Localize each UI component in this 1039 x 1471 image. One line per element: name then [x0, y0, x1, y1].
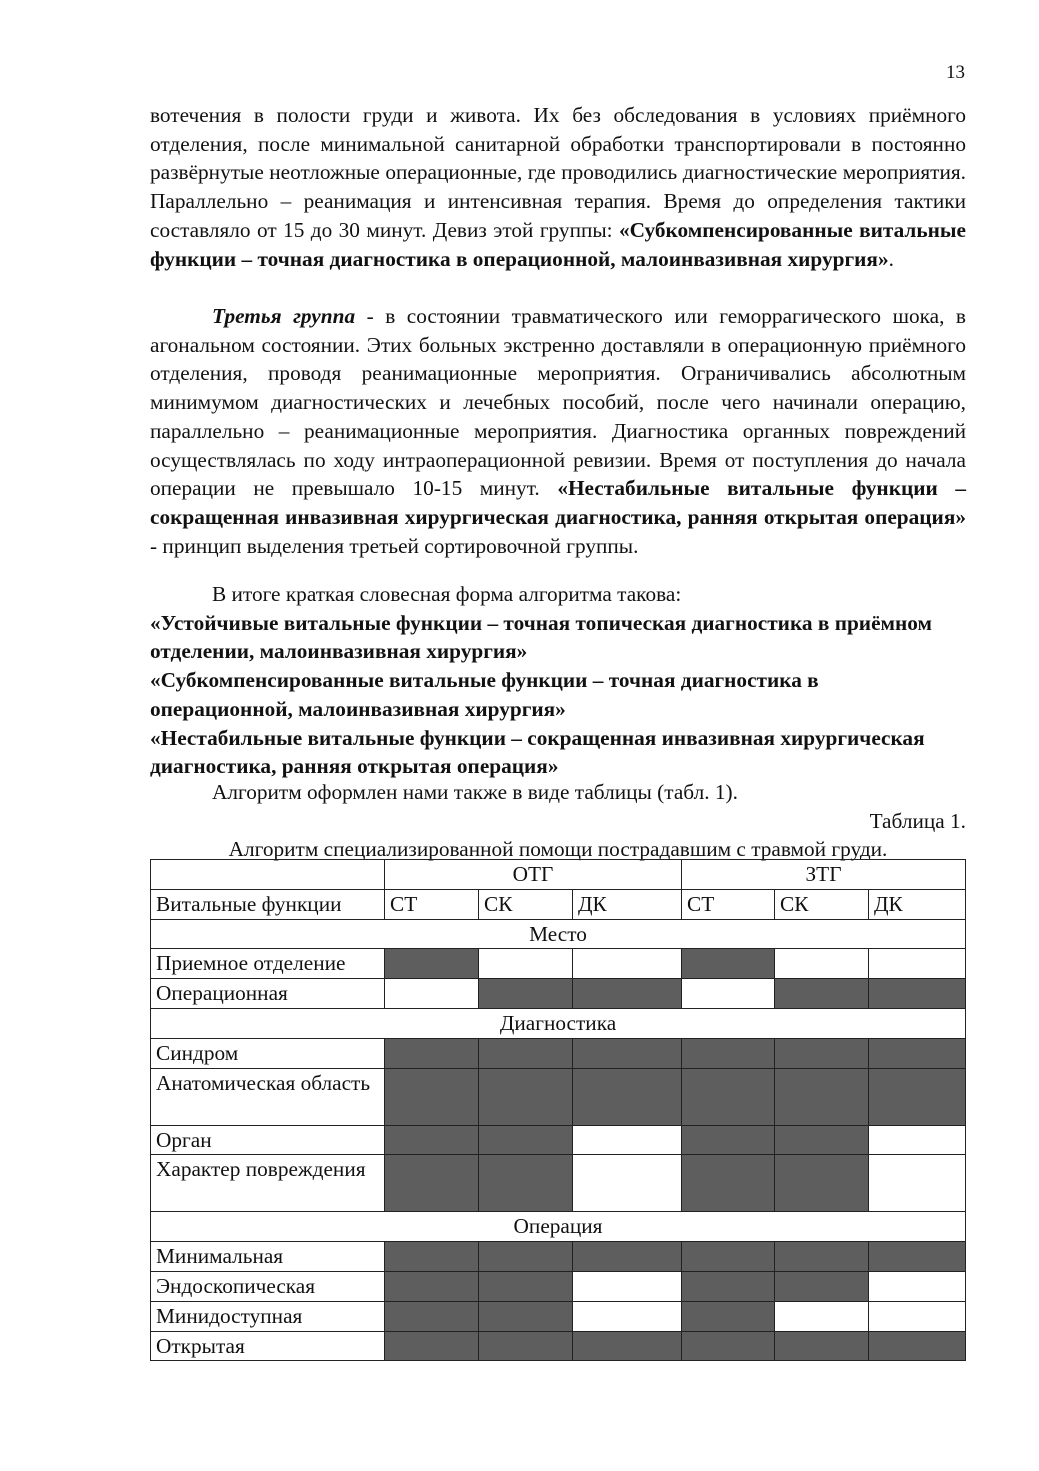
- table-row: [151, 1155, 966, 1212]
- filled-cell: [869, 1038, 966, 1068]
- filled-cell: [479, 1271, 573, 1301]
- group-title-third: Третья группа: [212, 304, 356, 328]
- filled-cell: [775, 1038, 869, 1068]
- table-section-row: [151, 1212, 966, 1242]
- filled-cell: [682, 1038, 775, 1068]
- filled-cell: [385, 1242, 479, 1272]
- paragraph-text: - в состоянии травматического или геморрагического шока, в агональном состоянии. Этих больных экстренно доставляли в операционную приёмного отделения, проводя реанимационные мероприятия. Ограничивались абсолютным минимумом диагностических и лечебных пособий, после чего начинали операцию, параллельно – реанимационные мероприятия. Диагностика органных повреждений осуществлялась по ходу интраоперационной ревизии. Время от поступления до начала операции не превышало 10-15 минут.: [150, 304, 966, 501]
- summary-line-2: «Субкомпенсированные витальные функции – точная диагностика в операционной, малоинвазивная хирургия»: [150, 668, 819, 721]
- filled-cell: [479, 1068, 573, 1125]
- empty-cell: [573, 1271, 682, 1301]
- table-section-row: [151, 919, 966, 949]
- column-header: СТ: [385, 889, 479, 919]
- table-reference: Алгоритм оформлен нами также в виде таблицы (табл. 1).: [212, 780, 738, 804]
- filled-cell: [573, 1331, 682, 1361]
- row-label: Эндоскопическая: [151, 1271, 385, 1301]
- summary-intro: В итоге краткая словесная форма алгоритма такова:: [212, 582, 682, 606]
- filled-cell: [682, 1155, 775, 1212]
- filled-cell: [385, 1068, 479, 1125]
- column-header: ДК: [573, 889, 682, 919]
- motto-third-group: «Нестабильные витальные функции – сокращенная инвазивная хирургическая диагностика, ранняя открытая операция»: [150, 476, 966, 529]
- table-caption: Алгоритм специализированной помощи пострадавшим с травмой груди.: [228, 837, 888, 862]
- empty-cell: [869, 1155, 966, 1212]
- table-row: [151, 1242, 966, 1272]
- empty-cell: [573, 1155, 682, 1212]
- table-row: [151, 979, 966, 1009]
- filled-cell: [682, 1242, 775, 1272]
- filled-cell: [775, 1155, 869, 1212]
- filled-cell: [385, 1038, 479, 1068]
- filled-cell: [573, 1038, 682, 1068]
- empty-cell: [573, 1301, 682, 1331]
- paragraph-third-group: [150, 302, 966, 560]
- filled-cell: [682, 1271, 775, 1301]
- section-title: Диагностика: [151, 1008, 966, 1038]
- filled-cell: [385, 1301, 479, 1331]
- table-row: [151, 1271, 966, 1301]
- filled-cell: [573, 979, 682, 1009]
- column-header: СК: [775, 889, 869, 919]
- filled-cell: [775, 1242, 869, 1272]
- table-row: [151, 1301, 966, 1331]
- paragraph-second-group: [150, 101, 966, 273]
- empty-cell: [479, 949, 573, 979]
- filled-cell: [385, 1271, 479, 1301]
- empty-cell: [573, 949, 682, 979]
- column-header: ДК: [869, 889, 966, 919]
- table-column-header-row: [151, 889, 966, 919]
- row-label: Анатомическая область: [151, 1068, 385, 1125]
- filled-cell: [869, 1242, 966, 1272]
- paragraph-end: - принцип выделения третьей сортировочной группы.: [150, 533, 639, 558]
- filled-cell: [385, 1331, 479, 1361]
- filled-cell: [479, 979, 573, 1009]
- filled-cell: [385, 949, 479, 979]
- algorithm-table: [150, 859, 966, 1361]
- filled-cell: [869, 1068, 966, 1125]
- table-row: [151, 1038, 966, 1068]
- filled-cell: [775, 1331, 869, 1361]
- section-title: Место: [151, 919, 966, 949]
- filled-cell: [682, 1068, 775, 1125]
- table-section-row: [151, 1008, 966, 1038]
- group-header-ztg: ЗТГ: [682, 860, 966, 890]
- table-corner-cell: [151, 860, 385, 890]
- empty-cell: [869, 949, 966, 979]
- filled-cell: [775, 979, 869, 1009]
- summary-line-3: «Нестабильные витальные функции – сокращенная инвазивная хирургическая диагностика, ранняя открытая операция»: [150, 725, 925, 779]
- filled-cell: [479, 1038, 573, 1068]
- table-row: [151, 1331, 966, 1361]
- row-label: Открытая: [151, 1331, 385, 1361]
- paragraph-text: вотечения в полости груди и живота. Их без обследования в условиях приёмного отделения, после минимальной санитарной обработки транспортировали в постоянно развёрнутые неотложные операционные, где проводились диагностические мероприятия. Параллельно – реанимация и интенсивная терапия. Время до определения тактики составляло от 15 до 30 минут. Девиз этой группы:: [150, 103, 966, 242]
- row-label: Минимальная: [151, 1242, 385, 1272]
- filled-cell: [775, 1125, 869, 1155]
- empty-cell: [775, 949, 869, 979]
- row-label: Приемное отделение: [151, 949, 385, 979]
- table-intro: [150, 778, 966, 864]
- motto-second-group: «Субкомпенсированные витальные функции – точная диагностика в операционной, малоинвазивная хирургия»: [150, 217, 966, 271]
- filled-cell: [869, 1331, 966, 1361]
- algorithm-summary: [150, 580, 966, 781]
- table-row: [151, 949, 966, 979]
- row-header-vital-functions: Витальные функции: [151, 889, 385, 919]
- summary-line-1: «Устойчивые витальные функции – точная топическая диагностика в приёмном отделении, малоинвазивная хирургия»: [150, 610, 933, 664]
- page-number: 13: [946, 62, 965, 83]
- filled-cell: [775, 1068, 869, 1125]
- empty-cell: [869, 1125, 966, 1155]
- table-label: Таблица 1.: [869, 808, 966, 833]
- filled-cell: [682, 949, 775, 979]
- row-label: Характер повреждения: [151, 1155, 385, 1212]
- paragraph-end: .: [888, 246, 894, 271]
- empty-cell: [869, 1271, 966, 1301]
- filled-cell: [479, 1242, 573, 1272]
- filled-cell: [385, 1125, 479, 1155]
- filled-cell: [573, 1242, 682, 1272]
- section-title: Операция: [151, 1212, 966, 1242]
- empty-cell: [775, 1301, 869, 1331]
- row-label: Минидоступная: [151, 1301, 385, 1331]
- empty-cell: [573, 1125, 682, 1155]
- group-header-otg: ОТГ: [385, 860, 682, 890]
- filled-cell: [573, 1068, 682, 1125]
- filled-cell: [775, 1271, 869, 1301]
- empty-cell: [385, 979, 479, 1009]
- filled-cell: [682, 1125, 775, 1155]
- filled-cell: [479, 1301, 573, 1331]
- table-group-header-row: [151, 860, 966, 890]
- filled-cell: [869, 979, 966, 1009]
- row-label: Орган: [151, 1125, 385, 1155]
- empty-cell: [682, 979, 775, 1009]
- row-label: Операционная: [151, 979, 385, 1009]
- filled-cell: [682, 1331, 775, 1361]
- table-row: [151, 1125, 966, 1155]
- column-header: СТ: [682, 889, 775, 919]
- filled-cell: [682, 1301, 775, 1331]
- filled-cell: [479, 1155, 573, 1212]
- filled-cell: [479, 1125, 573, 1155]
- filled-cell: [479, 1331, 573, 1361]
- column-header: СК: [479, 889, 573, 919]
- filled-cell: [385, 1155, 479, 1212]
- empty-cell: [869, 1301, 966, 1331]
- row-label: Синдром: [151, 1038, 385, 1068]
- table-row: [151, 1068, 966, 1125]
